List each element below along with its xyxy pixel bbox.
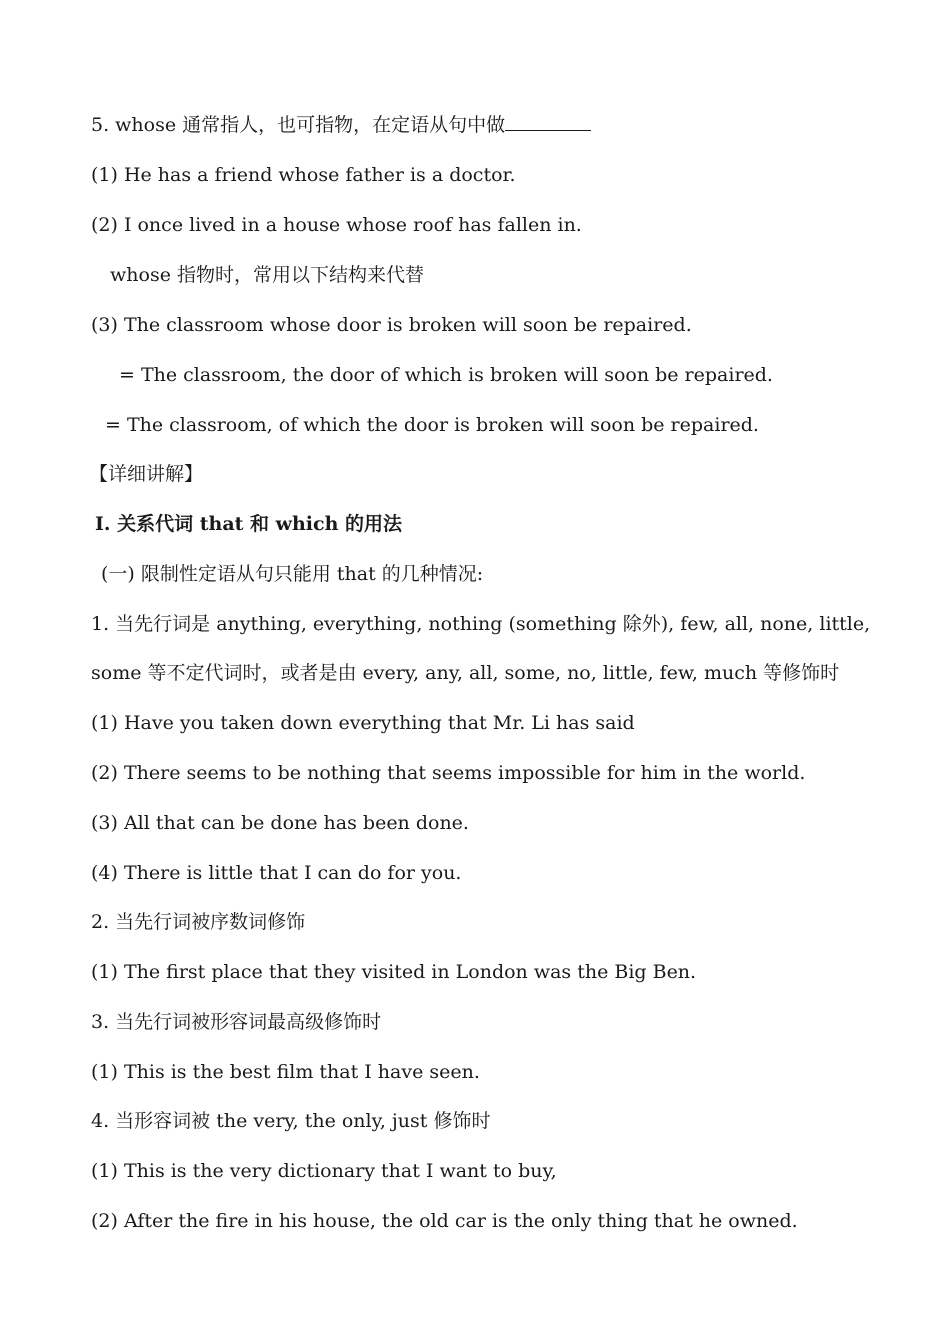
example-line: (2) I once lived in a house whose roof has fallen in.: [91, 214, 582, 236]
rule-line: 3. 当先行词被形容词最高级修饰时: [91, 1011, 382, 1033]
example-line: (4) There is little that I can do for you.: [91, 862, 462, 884]
example-line: (3) The classroom whose door is broken will soon be repaired.: [91, 314, 692, 336]
example-line: (1) This is the very dictionary that I want to buy,: [91, 1160, 557, 1182]
note-line: whose 指物时，常用以下结构来代替: [110, 264, 424, 286]
answer-blank: [505, 114, 591, 131]
example-line: (3) All that can be done has been done.: [91, 812, 469, 834]
item-5-text: 5. whose 通常指人，也可指物，在定语从句中做: [91, 114, 506, 136]
section-label: 【详细讲解】: [89, 463, 204, 485]
example-line: (1) The first place that they visited in London was the Big Ben.: [91, 961, 697, 983]
rule-line: 1. 当先行词是 anything, everything, nothing (something 除外), few, all, none, little,: [91, 613, 871, 635]
subsection-heading: (一) 限制性定语从句只能用 that 的几种情况:: [101, 563, 484, 585]
equivalent-line: = The classroom, the door of which is broken will soon be repaired.: [119, 364, 773, 386]
item-5-whose-heading: [91, 113, 591, 137]
rule-line: 4. 当形容词被 the very, the only, just 修饰时: [91, 1110, 491, 1132]
example-line: (1) Have you taken down everything that Mr. Li has said: [91, 712, 635, 734]
equivalent-line: = The classroom, of which the door is broken will soon be repaired.: [105, 414, 759, 436]
rule-line: some 等不定代词时，或者是由 every, any, all, some, no, little, few, much 等修饰时: [91, 662, 840, 684]
example-line: (1) He has a friend whose father is a doctor.: [91, 164, 516, 186]
section-heading: Ⅰ. 关系代词 that 和 which 的用法: [95, 513, 403, 535]
example-line: (1) This is the best film that I have seen.: [91, 1061, 480, 1083]
rule-line: 2. 当先行词被序数词修饰: [91, 911, 306, 933]
example-line: (2) There seems to be nothing that seems impossible for him in the world.: [91, 762, 806, 784]
example-line: (2) After the fire in his house, the old car is the only thing that he owned.: [91, 1210, 798, 1232]
